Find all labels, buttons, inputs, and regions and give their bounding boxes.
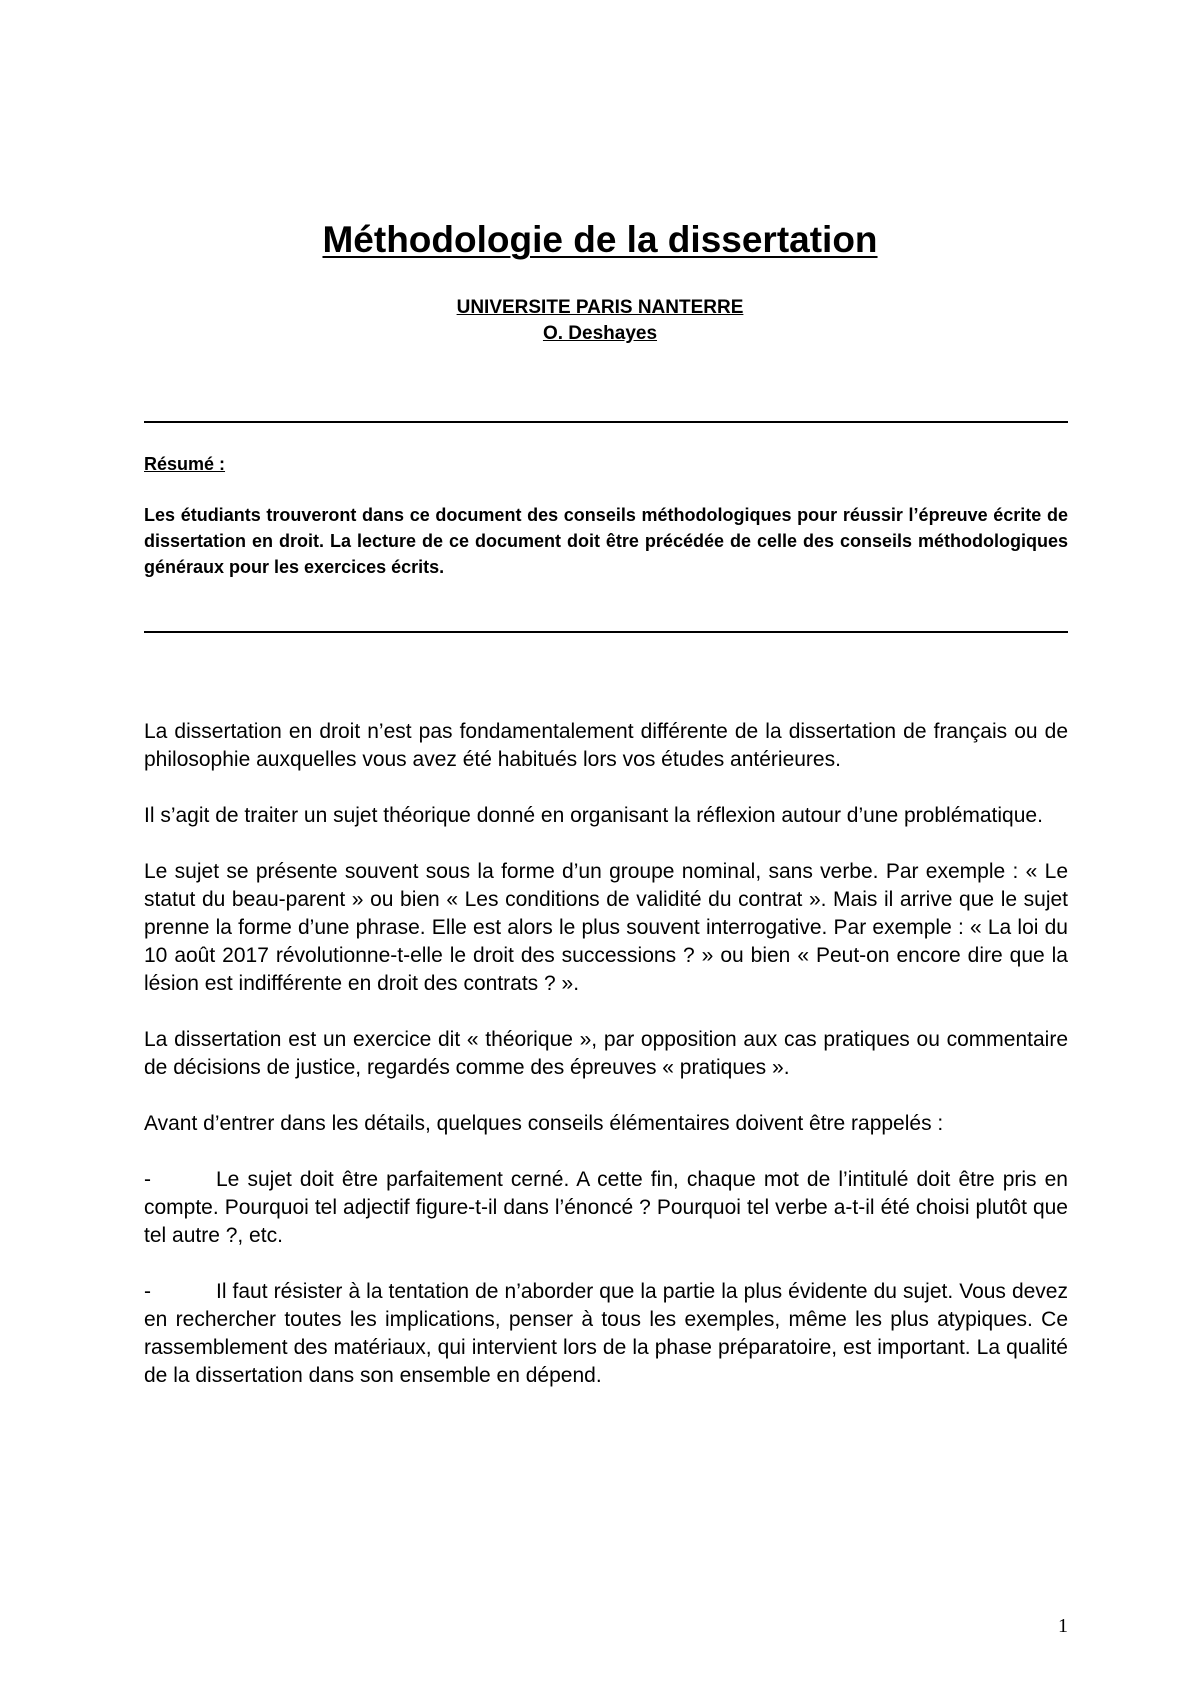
paragraph-advice-intro: Avant d’entrer dans les détails, quelques conseils élémentaires doivent être rappelés : <box>144 1112 944 1135</box>
bullet-item <box>144 1166 1068 1250</box>
bullet-marker: - <box>144 1280 151 1303</box>
paragraph-intro: La dissertation en droit n’est pas fondamentalement différente de la dissertation de français ou de philosophie auxquelles vous avez été habitués lors vos études antérieures. <box>144 720 1068 771</box>
abstract-text: Les étudiants trouveront dans ce document des conseils méthodologiques pour réussir l’épreuve écrite de dissertation en droit. La lecture de ce document doit être précédée de celle des conseils méthodologiques généraux pour les exercices écrits. <box>144 505 1068 577</box>
bullet-marker: - <box>144 1168 151 1191</box>
paragraph-subject-form: Le sujet se présente souvent sous la forme d’un groupe nominal, sans verbe. Par exemple : « Le statut du beau-parent » ou bien « Les conditions de validité du contrat ». Mais il arrive que le sujet prenne la forme d’une phrase. Elle est alors le plus souvent interrogative. Par exemple : « La loi du 10 août 2017 révolutionne-t-elle le droit des successions ? » ou bien « Peut-on encore dire que la lésion est indifférente en droit des contrats ? ». <box>144 860 1068 995</box>
bullet-item <box>144 1278 1068 1390</box>
institution-name: UNIVERSITE PARIS NANTERRE <box>456 297 744 318</box>
bullet-text: Il faut résister à la tentation de n’aborder que la partie la plus évidente du sujet. Vous devez en rechercher toutes les implications, penser à tous les exemples, même les plus atypiques. Ce rassemblement des matériaux, qui intervient lors de la phase préparatoire, est important. La qualité de la dissertation dans son ensemble en dépend. <box>144 1280 1068 1387</box>
page-number: 1 <box>1058 1615 1068 1637</box>
bullet-text: Le sujet doit être parfaitement cerné. A cette fin, chaque mot de l’intitulé doit être pris en compte. Pourquoi tel adjectif figure-t-il dans l’énoncé ? Pourquoi tel verbe a-t-il été choisi plutôt que tel autre ?, etc. <box>144 1168 1068 1247</box>
abstract-top-divider <box>144 421 1068 423</box>
paragraph-definition: Il s’agit de traiter un sujet théorique donné en organisant la réflexion autour d’une problématique. <box>144 804 1043 827</box>
paragraph-theoretical: La dissertation est un exercice dit « théorique », par opposition aux cas pratiques ou commentaire de décisions de justice, regardés comme des épreuves « pratiques ». <box>144 1028 1068 1079</box>
page-title: Méthodologie de la dissertation <box>322 219 878 260</box>
author-name: O. Deshayes <box>542 323 658 344</box>
abstract-bottom-divider <box>144 631 1068 633</box>
abstract-label: Résumé : <box>144 454 226 474</box>
body-text <box>144 718 1068 1418</box>
